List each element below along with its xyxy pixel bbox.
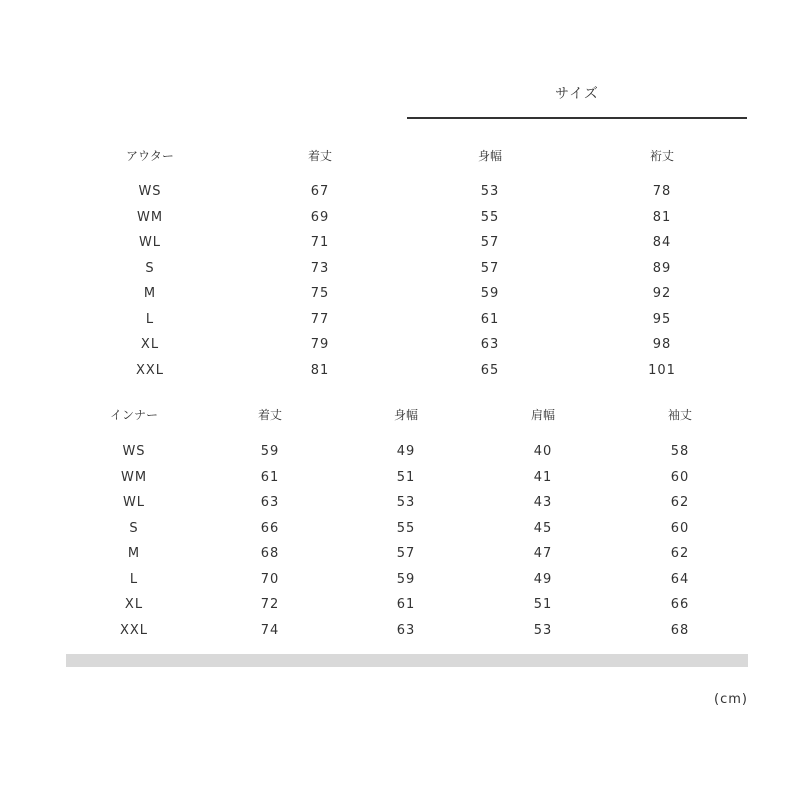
inner-cell: 40	[533, 444, 553, 459]
outer-cell: S	[145, 260, 155, 276]
inner-cell: 59	[260, 444, 280, 459]
unit-label: (cm)	[714, 692, 748, 707]
outer-cell: 67	[310, 184, 330, 199]
outer-cell: 57	[480, 235, 500, 250]
inner-cell: 64	[670, 571, 690, 587]
outer-header-1: 着丈	[307, 149, 333, 163]
outer-cell: 69	[310, 209, 330, 225]
inner-cell: 66	[670, 597, 690, 612]
inner-cell: 51	[396, 469, 416, 485]
inner-cell: 74	[260, 622, 280, 638]
inner-cell: 41	[533, 469, 553, 485]
inner-cell: 51	[533, 597, 553, 612]
inner-header-1: 着丈	[257, 408, 283, 422]
inner-cell: 70	[260, 571, 280, 587]
outer-cell: 95	[652, 311, 672, 327]
inner-cell: 59	[396, 571, 416, 587]
outer-cell: WL	[138, 235, 162, 250]
outer-cell: WS	[138, 184, 162, 199]
inner-cell: 66	[260, 520, 280, 536]
outer-cell: 101	[648, 362, 676, 378]
outer-header-3: 裄丈	[649, 149, 675, 163]
inner-cell: WS	[122, 444, 146, 459]
outer-cell: 78	[652, 184, 672, 199]
inner-cell: M	[127, 546, 141, 561]
outer-cell: XL	[140, 337, 160, 352]
inner-header-0: インナー	[109, 408, 159, 422]
outer-cell: 79	[310, 337, 330, 352]
outer-cell: 65	[480, 362, 500, 378]
outer-cell: L	[145, 311, 155, 327]
outer-header-2: 身幅	[477, 149, 503, 163]
size-title: サイズ	[555, 86, 599, 102]
inner-cell: 63	[260, 495, 280, 510]
outer-cell: 77	[310, 311, 330, 327]
inner-cell: 53	[533, 622, 553, 638]
inner-cell: 61	[260, 469, 280, 485]
outer-cell: 63	[480, 337, 500, 352]
size-title-rule	[407, 117, 747, 119]
inner-cell: 53	[396, 495, 416, 510]
outer-cell: 53	[480, 184, 500, 199]
inner-cell: 63	[396, 622, 416, 638]
inner-header-4: 袖丈	[667, 408, 693, 422]
inner-cell: 60	[670, 469, 690, 485]
inner-cell: 58	[670, 444, 690, 459]
inner-cell: 45	[533, 520, 553, 536]
inner-cell: 68	[260, 546, 280, 561]
outer-cell: 92	[652, 286, 672, 301]
inner-cell: 62	[670, 495, 690, 510]
outer-cell: M	[143, 286, 157, 301]
inner-header-3: 肩幅	[530, 408, 556, 422]
divider-bar	[66, 654, 748, 667]
outer-cell: 55	[480, 209, 500, 225]
outer-cell: 81	[652, 209, 672, 225]
inner-cell: 49	[396, 444, 416, 459]
inner-cell: S	[129, 520, 139, 536]
inner-cell: WL	[122, 495, 146, 510]
outer-cell: 71	[310, 235, 330, 250]
inner-cell: 72	[260, 597, 280, 612]
outer-cell: 59	[480, 286, 500, 301]
inner-cell: 60	[670, 520, 690, 536]
outer-cell: 81	[310, 362, 330, 378]
inner-cell: 43	[533, 495, 553, 510]
inner-cell: 47	[533, 546, 553, 561]
inner-cell: XXL	[119, 622, 149, 638]
outer-cell: 98	[652, 337, 672, 352]
outer-header-0: アウター	[126, 149, 174, 163]
outer-cell: XXL	[135, 362, 165, 378]
inner-cell: WM	[120, 469, 148, 485]
inner-header-2: 身幅	[393, 408, 419, 422]
outer-cell: 84	[652, 235, 672, 250]
inner-cell: XL	[124, 597, 144, 612]
outer-cell: 61	[480, 311, 500, 327]
inner-cell: 62	[670, 546, 690, 561]
outer-cell: 75	[310, 286, 330, 301]
inner-cell: 55	[396, 520, 416, 536]
inner-cell: 68	[670, 622, 690, 638]
outer-cell: 73	[310, 260, 330, 276]
inner-cell: 61	[396, 597, 416, 612]
outer-cell: WM	[136, 209, 164, 225]
inner-cell: 49	[533, 571, 553, 587]
outer-cell: 57	[480, 260, 500, 276]
inner-cell: L	[129, 571, 139, 587]
inner-cell: 57	[396, 546, 416, 561]
outer-cell: 89	[652, 260, 672, 276]
